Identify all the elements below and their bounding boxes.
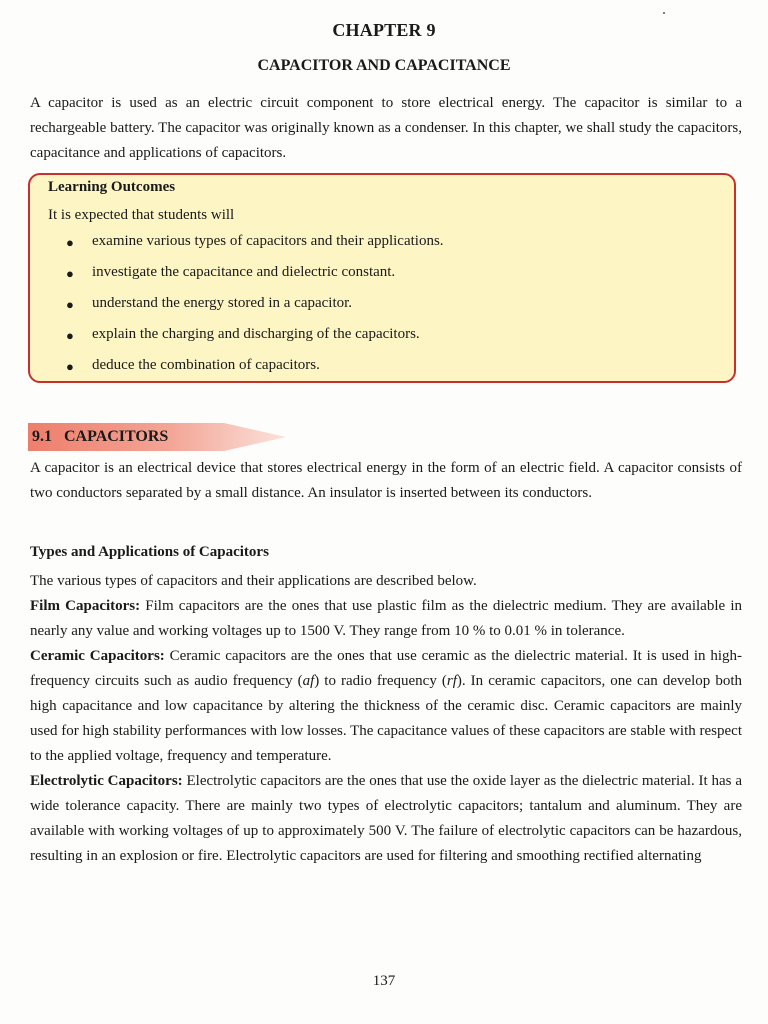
page-number: 137 — [372, 973, 396, 989]
list-item — [66, 264, 444, 295]
ceramic-text-3: ). In ceramic capacitors, one can develop both high capacitance and low capacitance by altering the thickness of the ceramic disc. Ceramic capacitors are mainly used for high stability performances with low losses. The capacitance values of these capacitors are stable with respect to the applied voltage, frequency and temperature. — [30, 673, 743, 764]
film-label: Film Capacitors: — [30, 598, 141, 614]
electrolytic-label: Electrolytic Capacitors: — [30, 773, 183, 789]
outcome-text: understand the energy stored in a capacitor. — [92, 295, 353, 311]
list-item — [66, 357, 444, 388]
bullet-icon: ● — [66, 235, 74, 250]
section-heading: 9.1 CAPACITORS — [32, 428, 169, 445]
learning-outcomes-title: Learning Outcomes — [48, 179, 176, 195]
learning-outcomes-box — [28, 173, 736, 383]
outcome-text: investigate the capacitance and dielectric constant. — [92, 264, 396, 280]
bullet-icon: ● — [66, 297, 74, 312]
ceramic-rf: rf — [446, 673, 457, 689]
section-banner — [28, 423, 288, 451]
outcome-text: explain the charging and discharging of the capacitors. — [92, 326, 420, 342]
list-item — [66, 233, 444, 264]
bullet-icon: ● — [66, 359, 74, 374]
ceramic-capacitors-paragraph — [30, 644, 742, 769]
list-item — [66, 295, 444, 326]
learning-outcomes-list — [66, 233, 444, 388]
chapter-intro: A capacitor is used as an electric circuit component to store electrical energy. The capacitor is similar to a rechargeable battery. The capacitor was originally known as a condenser. In this chapter, we shall study the capacitors, capacitance and applications of capacitors. — [30, 95, 742, 161]
ceramic-af: af — [302, 673, 315, 689]
film-text: Film capacitors are the ones that use plastic film as the dielectric medium. They are available in nearly any value and working voltages up to 1500 V. They range from 10 % to 0.01 % in tolerance. — [30, 598, 742, 639]
chapter-title: CAPACITOR AND CAPACITANCE — [257, 57, 511, 74]
learning-outcomes-intro: It is expected that students will — [48, 207, 235, 223]
ceramic-label: Ceramic Capacitors: — [30, 648, 165, 664]
bullet-icon: ● — [66, 266, 74, 281]
chapter-number: CHAPTER 9 — [332, 20, 436, 40]
outcome-text: deduce the combination of capacitors. — [92, 357, 320, 373]
scan-speck — [663, 12, 665, 14]
list-item — [66, 326, 444, 357]
ceramic-text-2: ) to radio frequency ( — [314, 673, 447, 689]
electrolytic-capacitors-paragraph — [30, 769, 742, 869]
types-heading: Types and Applications of Capacitors — [30, 544, 269, 560]
capacitor-definition: A capacitor is an electrical device that stores electrical energy in the form of an electric field. A capacitor consists of two conductors separated by a small distance. An insulator is inserted between its conductors. — [30, 460, 742, 501]
film-capacitors-paragraph — [30, 594, 742, 644]
types-intro: The various types of capacitors and their applications are described below. — [30, 573, 477, 589]
electrolytic-text: Electrolytic capacitors are the ones that use the oxide layer as the dielectric material. It has a wide tolerance capacity. There are mainly two types of electrolytic capacitors; tantalum and aluminum. They are available with working voltages of up to approximately 500 V. The failure of electrolytic capacitors can be hazardous, resulting in an explosion or fire. Electrolytic capacitors are used for filtering and smoothing rectified alternating — [30, 773, 742, 864]
outcome-text: examine various types of capacitors and their applications. — [92, 233, 444, 249]
ceramic-text-1: Ceramic capacitors are the ones that use ceramic as the dielectric material. It is used in high-frequency circuits such as audio frequency ( — [30, 648, 742, 689]
types-body — [30, 569, 742, 869]
bullet-icon: ● — [66, 328, 74, 343]
